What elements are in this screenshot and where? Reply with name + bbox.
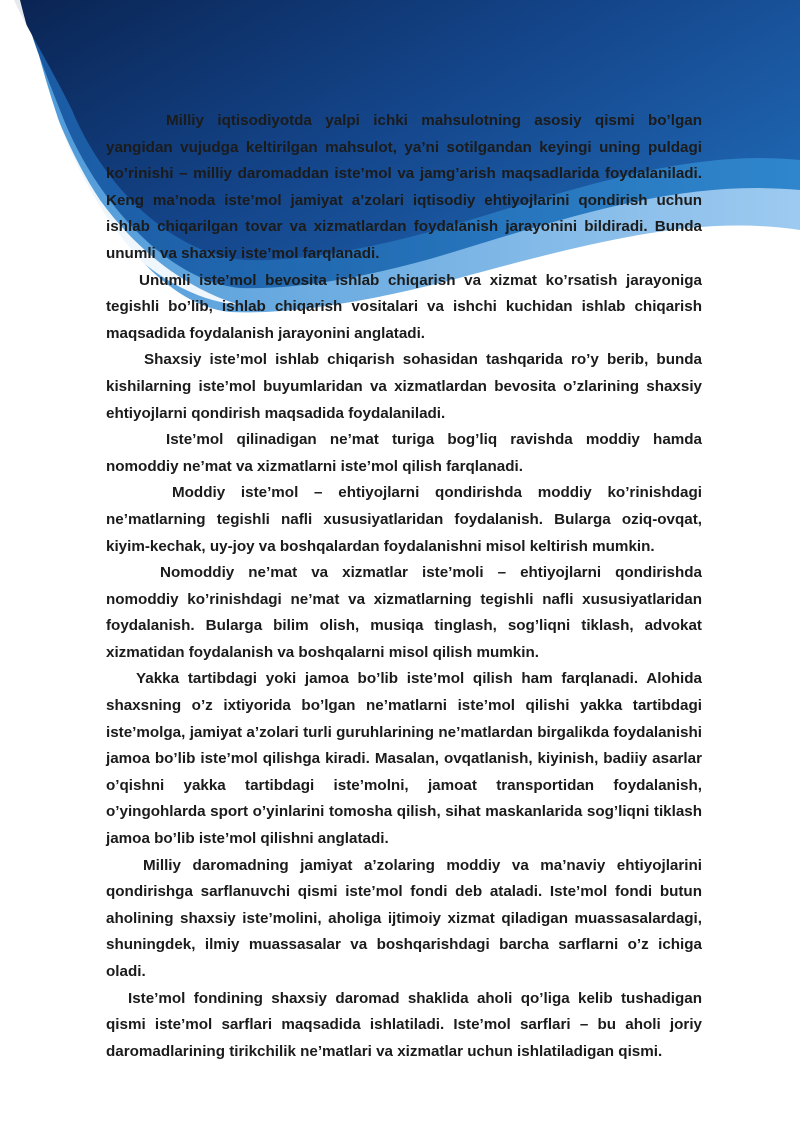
paragraph-istemol-sarflari: Iste’mol fondining shaxsiy daromad shaklida aholi qo’liga kelib tushadigan qismi iste’mol sarflari maqsadida ishlatiladi. Iste’mol sarflari – bu aholi joriy daromadlarining tirikchilik ne’matlari va xizmatlar uchun ishlatiladigan qismi. xyxy=(106,989,702,1060)
paragraph-nemat-turi: Iste’mol qilinadigan ne’mat turiga bog’liq ravishda moddiy hamda nomoddiy ne’mat va xizmatlarni iste’mol qilish farqlanadi. xyxy=(106,431,702,475)
paragraph-unumli-istemol: Unumli iste’mol bevosita ishlab chiqarish va xizmat ko’rsatish jarayoniga tegishli bo’lib, ishlab chiqarish vositalari va ishchi kuchidan ishlab chiqarish maqsadida foydalanish jarayonini anglatadi. xyxy=(106,271,702,342)
paragraph-milliy-iqtisodiyot: Milliy iqtisodiyotda yalpi ichki mahsulotning asosiy qismi bo’lgan yangidan vujudga keltirilgan mahsulot, ya’ni sotilgandan keyingi uning puldagi ko’rinishi – milliy daromaddan iste’mol va jamg’arish maqsadlarida foydalaniladi. Keng ma’noda iste’mol jamiyat a’zolari iqtisodiy ehtiyojlarini qondirish uchun ishlab chiqarilgan tovar va xizmatlardan foydalanish jarayonini bildiradi. Bunda unumli va shaxsiy iste’mol farqlanadi. xyxy=(106,112,702,262)
paragraph-moddiy-istemol: Moddiy iste’mol – ehtiyojlarni qondirishda moddiy ko’rinishdagi ne’matlarning tegishli nafli xususiyatlaridan foydalanish. Bularga oziq-ovqat, kiyim-kechak, uy-joy va boshqalardan foydalanishni misol keltirish mumkin. xyxy=(106,484,702,555)
paragraph-yakka-jamoa: Yakka tartibdagi yoki jamoa bo’lib iste’mol qilish ham farqlanadi. Alohida shaxsning o’z ixtiyorida bo’lgan ne’matlarni iste’mol qilishi yakka tartibdagi iste’molga, jamiyat a’zolari turli guruhlarining ne’matlardan birgalikda foydalanishi jamoa bo’lib iste’mol qilishga kiradi. Masalan, ovqatlanish, kiyinish, badiiy asarlar o’qishni yakka tartibdagi iste’molni, jamoat transportidan foydalanish, o’yingohlarda sport o’yinlarini tomosha qilish, sihat maskanlarida sog’liqni tiklash jamoa bo’lib iste’mol qilishni anglatadi. xyxy=(106,670,702,848)
paragraph-shaxsiy-istemol: Shaxsiy iste’mol ishlab chiqarish sohasidan tashqarida ro’y berib, bunda kishilarning iste’mol buyumlaridan va xizmatlardan bevosita o’zlarining shaxsiy ehtiyojlarni qondirish maqsadida foydalaniladi. xyxy=(106,351,702,422)
paragraph-nomoddiy-istemol: Nomoddiy ne’mat va xizmatlar iste’moli – ehtiyojlarni qondirishda nomoddiy ko’rinishdagi ne’mat va xizmatlarning tegishli nafli xususiyatlaridan foydalanish. Bularga bilim olish, musiqa tinglash, sog’liqni tiklash, advokat xizmatidan foydalanish va boshqalarni misol qilish mumkin. xyxy=(106,564,702,661)
document-body xyxy=(106,108,702,1065)
paragraph-istemol-fondi: Milliy daromadning jamiyat a’zolaring moddiy va ma’naviy ehtiyojlarini qondirishga sarflanuvchi qismi iste’mol fondi deb ataladi. Iste’mol fondi butun aholining shaxsiy iste’molini, aholiga ijtimoiy xizmat qiladigan muassasalardagi, shuningdek, ilmiy muassasalar va boshqarishdagi barcha sarflarni o’z ichiga oladi. xyxy=(106,856,702,980)
